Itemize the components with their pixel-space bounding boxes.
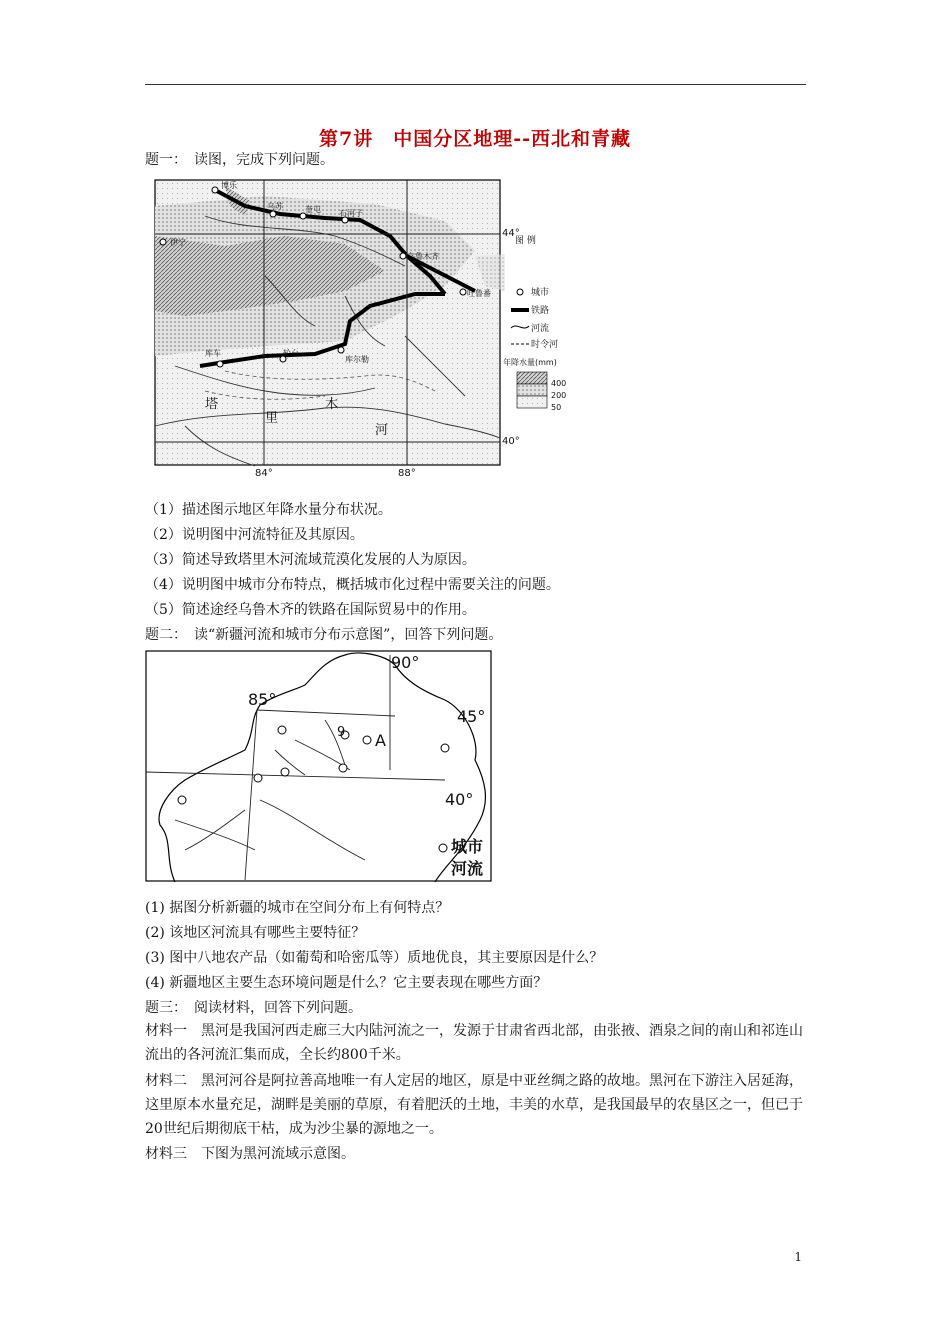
- lat-label: 45°: [457, 707, 486, 726]
- page-title: 第7讲 中国分区地理--西北和青藏: [319, 128, 631, 150]
- q1-map: [145, 176, 575, 480]
- q2-item: (2) 该地区河流具有哪些主要特征？: [145, 925, 366, 941]
- svg-text:图 例: 图 例: [515, 236, 536, 246]
- number-label: 9: [337, 725, 346, 740]
- river-name-char: 木: [325, 397, 339, 412]
- page-number: 1: [794, 1250, 802, 1264]
- lon-label: 84°: [255, 468, 273, 479]
- city-label: 石河子: [339, 209, 363, 218]
- city-label: 吐鲁番: [467, 289, 491, 298]
- river-name-char: 河: [375, 423, 389, 438]
- q2-item: (4) 新疆地区主要生态环境问题是什么？它主要表现在哪些方面？: [145, 975, 548, 991]
- q3-material-3: 材料三 下图为黑河流域示意图。: [145, 1146, 355, 1162]
- lat-label: 40°: [502, 436, 520, 447]
- city-label: 乌苏: [267, 202, 283, 211]
- river-name-char: 里: [265, 411, 279, 426]
- q3-heading: 题三： 阅读材料，回答下列问题。: [145, 1000, 362, 1016]
- river-name-char: 塔: [205, 397, 219, 412]
- svg-text:河流: 河流: [451, 859, 484, 878]
- lat-label: 40°: [445, 790, 474, 809]
- q1-item: （1）描述图示地区年降水量分布状况。: [145, 502, 392, 518]
- q2-item: (1) 据图分析新疆的城市在空间分布上有何特点？: [145, 900, 450, 916]
- svg-text:50: 50: [551, 403, 562, 412]
- q2-map: [145, 650, 493, 883]
- q1-item: （4）说明图中城市分布特点，概括城市化过程中需要关注的问题。: [145, 577, 560, 593]
- q1-item: （3）简述导致塔里木河流域荒漠化发展的人为原因。: [145, 552, 476, 568]
- city-label: 伊宁: [170, 238, 186, 247]
- header-rule: [145, 84, 806, 85]
- svg-text:400: 400: [551, 379, 567, 388]
- svg-text:城市: 城市: [531, 288, 550, 298]
- q1-item: （2）说明图中河流特征及其原因。: [145, 527, 364, 543]
- lon-label: 88°: [398, 468, 416, 479]
- city-label: 库车: [205, 349, 221, 358]
- lon-label: 90°: [391, 653, 420, 672]
- svg-text:200: 200: [551, 391, 567, 400]
- q3-material-1: 材料一 黑河是我国河西走廊三大内陆河流之一，发源于甘肃省西北部，由张掖、酒泉之间的南山和祁连山流出的各河流汇集而成，全长约800千米。: [145, 1023, 803, 1063]
- q2-item: (3) 图中八地农产品（如葡萄和哈密瓜等）质地优良，其主要原因是什么？: [145, 950, 604, 966]
- q3-material-2: 材料二 黑河河谷是阿拉善高地唯一有人定居的地区，原是中亚丝绸之路的故地。黑河在下游注入居延海，这里原本水量充足，湖畔是美丽的草原，有着肥沃的土地，丰美的水草，是我国最早的农垦区之一，但已于20世纪后期彻底干枯，成为沙尘暴的源地之一。: [145, 1073, 803, 1137]
- lon-label: 85°: [248, 690, 277, 709]
- q1-heading: 题一： 读图，完成下列问题。: [145, 152, 334, 168]
- city-label: 轮台: [283, 349, 299, 358]
- city-label: 奎屯: [305, 205, 321, 214]
- point-label-a: A: [375, 731, 386, 750]
- lat-label: 44°: [502, 228, 520, 239]
- city-label: 库尔勒: [345, 355, 369, 364]
- svg-text:年降水量(mm): 年降水量(mm): [503, 358, 557, 367]
- q1-item: （5）简述途经乌鲁木齐的铁路在国际贸易中的作用。: [145, 602, 476, 618]
- city-label: 乌鲁木齐: [407, 252, 439, 261]
- svg-text:时令河: 时令河: [531, 340, 559, 350]
- city-label: 博乐: [221, 181, 237, 190]
- svg-text:城市: 城市: [451, 837, 484, 856]
- svg-text:河流: 河流: [531, 324, 550, 334]
- q2-heading: 题二： 读“新疆河流和城市分布示意图”，回答下列问题。: [145, 627, 503, 643]
- svg-text:铁路: 铁路: [531, 306, 550, 316]
